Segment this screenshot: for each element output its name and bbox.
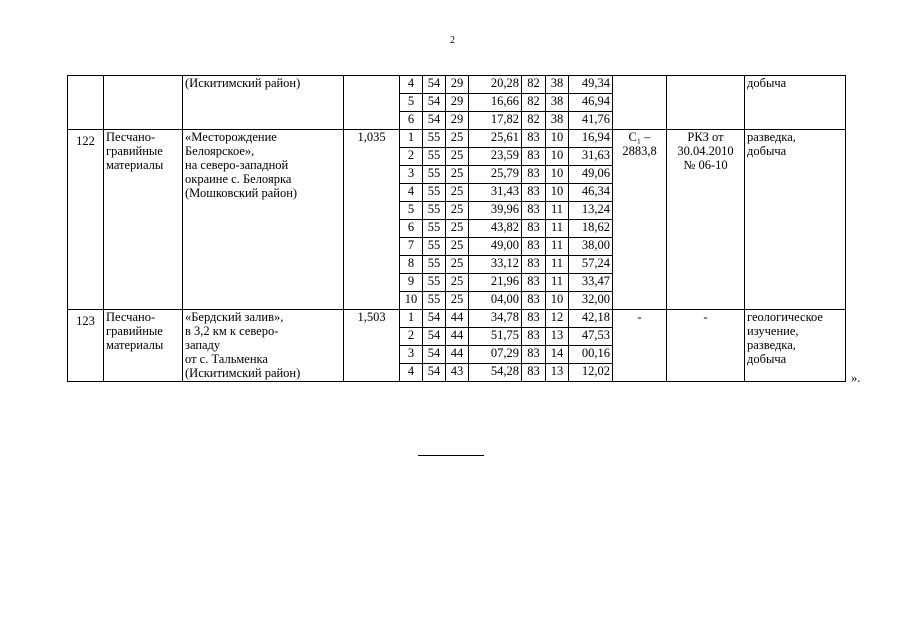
reserves-cell bbox=[613, 76, 667, 130]
coord-cell: 49,00 bbox=[469, 238, 522, 256]
coord-cell: 10 bbox=[546, 166, 569, 184]
coord-cell: 6 bbox=[400, 220, 423, 238]
deposit-name-cell-line: «Месторождение bbox=[185, 130, 277, 144]
coord-cell: 4 bbox=[400, 364, 423, 382]
coord-cell: 1 bbox=[400, 310, 423, 328]
purpose-cell bbox=[745, 130, 846, 310]
mineral-cell-line: Песчано- bbox=[106, 130, 156, 144]
coord-cell: 13,24 bbox=[569, 202, 613, 220]
document-cell bbox=[667, 130, 745, 310]
coord-cell: 55 bbox=[423, 202, 446, 220]
purpose-cell-line: добыча bbox=[747, 76, 787, 90]
coord-cell: 21,96 bbox=[469, 274, 522, 292]
coord-cell: 82 bbox=[522, 76, 546, 94]
purpose-cell bbox=[745, 310, 846, 382]
purpose-cell-line: геологическое bbox=[747, 310, 823, 324]
coord-cell: 46,94 bbox=[569, 94, 613, 112]
coord-cell: 12,02 bbox=[569, 364, 613, 382]
deposit-name-cell-line: Белоярское», bbox=[185, 144, 255, 158]
coord-cell: 25 bbox=[446, 130, 469, 148]
area-cell bbox=[344, 310, 400, 382]
deposit-name-cell-line: от с. Тальменка bbox=[185, 352, 268, 366]
purpose-cell-line: добыча bbox=[747, 352, 787, 366]
row-index: 122 bbox=[76, 134, 95, 148]
mineral-cell-line: гравийные bbox=[106, 144, 163, 158]
row-index-cell bbox=[68, 310, 104, 382]
coord-cell: 54 bbox=[423, 364, 446, 382]
coord-cell: 25 bbox=[446, 292, 469, 310]
coord-cell: 2 bbox=[400, 148, 423, 166]
coord-cell: 25 bbox=[446, 202, 469, 220]
coord-cell: 17,82 bbox=[469, 112, 522, 130]
coord-cell: 13 bbox=[546, 364, 569, 382]
deposit-name-cell-line: в 3,2 км к северо- bbox=[185, 324, 279, 338]
deposit-name-cell-line: (Искитимский район) bbox=[185, 366, 301, 380]
mineral-cell bbox=[104, 130, 183, 310]
coord-cell: 44 bbox=[446, 328, 469, 346]
coord-cell: 55 bbox=[423, 148, 446, 166]
area-cell bbox=[344, 130, 400, 310]
coord-cell: 11 bbox=[546, 202, 569, 220]
deposit-name-cell bbox=[183, 130, 344, 310]
coord-cell: 54 bbox=[423, 310, 446, 328]
coord-cell: 38,00 bbox=[569, 238, 613, 256]
purpose-cell-line: разведка, bbox=[747, 338, 796, 352]
coord-cell: 29 bbox=[446, 112, 469, 130]
coord-cell: 11 bbox=[546, 220, 569, 238]
coord-cell: 16,94 bbox=[569, 130, 613, 148]
reserves-cell bbox=[613, 130, 667, 310]
purpose-cell-line: добыча bbox=[747, 144, 787, 158]
coord-cell: 25 bbox=[446, 274, 469, 292]
area-value: 1,035 bbox=[357, 130, 386, 144]
mineral-cell bbox=[104, 76, 183, 130]
coord-cell: 20,28 bbox=[469, 76, 522, 94]
coord-cell: 54 bbox=[423, 112, 446, 130]
mineral-cell-line: Песчано- bbox=[106, 310, 156, 324]
coord-cell: 83 bbox=[522, 328, 546, 346]
coord-cell: 11 bbox=[546, 238, 569, 256]
coord-cell: 33,47 bbox=[569, 274, 613, 292]
coord-cell: 25 bbox=[446, 148, 469, 166]
coord-cell: 44 bbox=[446, 346, 469, 364]
area-value: 1,503 bbox=[357, 310, 386, 324]
coord-cell: 10 bbox=[546, 148, 569, 166]
deposit-name-cell-line: западу bbox=[185, 338, 221, 352]
coord-cell: 49,34 bbox=[569, 76, 613, 94]
reserves-cell-line: C₁ – bbox=[628, 130, 651, 144]
coord-cell: 6 bbox=[400, 112, 423, 130]
coord-cell: 10 bbox=[546, 130, 569, 148]
coord-cell: 25 bbox=[446, 238, 469, 256]
coord-cell: 55 bbox=[423, 274, 446, 292]
coord-cell: 38 bbox=[546, 112, 569, 130]
reserves-cell-line: - bbox=[637, 310, 642, 324]
coord-cell: 12 bbox=[546, 310, 569, 328]
coord-cell: 41,76 bbox=[569, 112, 613, 130]
coord-cell: 31,63 bbox=[569, 148, 613, 166]
deposit-name-cell bbox=[183, 310, 344, 382]
coord-cell: 2 bbox=[400, 328, 423, 346]
coord-cell: 55 bbox=[423, 292, 446, 310]
coord-cell: 47,53 bbox=[569, 328, 613, 346]
coord-cell: 83 bbox=[522, 130, 546, 148]
coord-cell: 83 bbox=[522, 256, 546, 274]
coord-cell: 9 bbox=[400, 274, 423, 292]
coord-cell: 25 bbox=[446, 184, 469, 202]
coord-cell: 14 bbox=[546, 346, 569, 364]
coord-cell: 83 bbox=[522, 202, 546, 220]
document-cell-line: - bbox=[703, 310, 708, 324]
coord-cell: 83 bbox=[522, 220, 546, 238]
coord-cell: 13 bbox=[546, 328, 569, 346]
coord-cell: 83 bbox=[522, 346, 546, 364]
coord-cell: 83 bbox=[522, 364, 546, 382]
page-number: 2 bbox=[450, 35, 455, 46]
coord-cell: 82 bbox=[522, 94, 546, 112]
coord-cell: 5 bbox=[400, 94, 423, 112]
coord-cell: 82 bbox=[522, 112, 546, 130]
coord-cell: 3 bbox=[400, 166, 423, 184]
coord-cell: 83 bbox=[522, 148, 546, 166]
coord-cell: 11 bbox=[546, 256, 569, 274]
coord-cell: 39,96 bbox=[469, 202, 522, 220]
coord-cell: 00,16 bbox=[569, 346, 613, 364]
coord-cell: 31,43 bbox=[469, 184, 522, 202]
table-row bbox=[68, 310, 846, 328]
closing-quote: ». bbox=[851, 371, 861, 385]
coord-cell: 55 bbox=[423, 256, 446, 274]
coord-cell: 43 bbox=[446, 364, 469, 382]
reserves-cell-line: 2883,8 bbox=[622, 144, 657, 158]
coord-cell: 8 bbox=[400, 256, 423, 274]
coord-cell: 23,59 bbox=[469, 148, 522, 166]
deposit-name-cell-line: (Искитимский район) bbox=[185, 76, 301, 90]
mineral-cell-line: гравийные bbox=[106, 324, 163, 338]
coord-cell: 04,00 bbox=[469, 292, 522, 310]
coord-cell: 3 bbox=[400, 346, 423, 364]
row-index-cell bbox=[68, 76, 104, 130]
coord-cell: 11 bbox=[546, 274, 569, 292]
coord-cell: 25,79 bbox=[469, 166, 522, 184]
coord-cell: 10 bbox=[546, 184, 569, 202]
coord-cell: 25,61 bbox=[469, 130, 522, 148]
coord-cell: 29 bbox=[446, 76, 469, 94]
coord-cell: 55 bbox=[423, 166, 446, 184]
coord-cell: 18,62 bbox=[569, 220, 613, 238]
purpose-cell bbox=[745, 76, 846, 130]
coord-cell: 32,00 bbox=[569, 292, 613, 310]
coord-cell: 07,29 bbox=[469, 346, 522, 364]
coord-cell: 25 bbox=[446, 220, 469, 238]
coord-cell: 44 bbox=[446, 310, 469, 328]
row-index bbox=[70, 76, 101, 80]
separator-line bbox=[418, 455, 484, 456]
coord-cell: 4 bbox=[400, 184, 423, 202]
coord-cell: 49,06 bbox=[569, 166, 613, 184]
coord-cell: 5 bbox=[400, 202, 423, 220]
document-cell-line: 30.04.2010 bbox=[677, 144, 734, 158]
reserves-cell bbox=[613, 310, 667, 382]
coord-cell: 33,12 bbox=[469, 256, 522, 274]
coord-cell: 42,18 bbox=[569, 310, 613, 328]
coord-cell: 83 bbox=[522, 274, 546, 292]
coord-cell: 34,78 bbox=[469, 310, 522, 328]
table-row bbox=[68, 76, 846, 94]
mineral-cell-line: материалы bbox=[106, 158, 164, 172]
coord-cell: 7 bbox=[400, 238, 423, 256]
coord-cell: 83 bbox=[522, 310, 546, 328]
coord-cell: 43,82 bbox=[469, 220, 522, 238]
table-row bbox=[68, 130, 846, 148]
coord-cell: 29 bbox=[446, 94, 469, 112]
document-cell bbox=[667, 310, 745, 382]
document-cell-line: № 06-10 bbox=[683, 158, 728, 172]
document-cell-line: РКЗ от bbox=[687, 130, 724, 144]
deposit-name-cell-line: «Бердский залив», bbox=[185, 310, 284, 324]
coord-cell: 54 bbox=[423, 346, 446, 364]
deposit-name-cell-line: окраине с. Белоярка bbox=[185, 172, 292, 186]
coord-cell: 46,34 bbox=[569, 184, 613, 202]
coord-cell: 54 bbox=[423, 328, 446, 346]
coord-cell: 38 bbox=[546, 76, 569, 94]
row-index: 123 bbox=[76, 314, 95, 328]
coord-cell: 83 bbox=[522, 184, 546, 202]
coord-cell: 38 bbox=[546, 94, 569, 112]
coord-cell: 55 bbox=[423, 184, 446, 202]
coord-cell: 54 bbox=[423, 94, 446, 112]
coord-cell: 16,66 bbox=[469, 94, 522, 112]
coord-cell: 55 bbox=[423, 238, 446, 256]
coord-cell: 54 bbox=[423, 76, 446, 94]
mineral-cell bbox=[104, 310, 183, 382]
coord-cell: 83 bbox=[522, 292, 546, 310]
deposit-name-cell-line: на северо-западной bbox=[185, 158, 289, 172]
coord-cell: 25 bbox=[446, 256, 469, 274]
coord-cell: 83 bbox=[522, 238, 546, 256]
coord-cell: 55 bbox=[423, 220, 446, 238]
deposit-name-cell bbox=[183, 76, 344, 130]
coord-cell: 1 bbox=[400, 130, 423, 148]
row-index-cell bbox=[68, 130, 104, 310]
purpose-cell-line: разведка, bbox=[747, 130, 796, 144]
coord-cell: 51,75 bbox=[469, 328, 522, 346]
coord-cell: 4 bbox=[400, 76, 423, 94]
coord-cell: 54,28 bbox=[469, 364, 522, 382]
coord-cell: 83 bbox=[522, 166, 546, 184]
mineral-cell-line: материалы bbox=[106, 338, 164, 352]
coord-cell: 55 bbox=[423, 130, 446, 148]
coord-cell: 10 bbox=[400, 292, 423, 310]
coord-cell: 10 bbox=[546, 292, 569, 310]
deposit-name-cell-line: (Мошковский район) bbox=[185, 186, 298, 200]
coord-cell: 57,24 bbox=[569, 256, 613, 274]
area-cell bbox=[344, 76, 400, 130]
purpose-cell-line: изучение, bbox=[747, 324, 799, 338]
coord-cell: 25 bbox=[446, 166, 469, 184]
document-cell bbox=[667, 76, 745, 130]
deposits-table bbox=[67, 75, 846, 382]
